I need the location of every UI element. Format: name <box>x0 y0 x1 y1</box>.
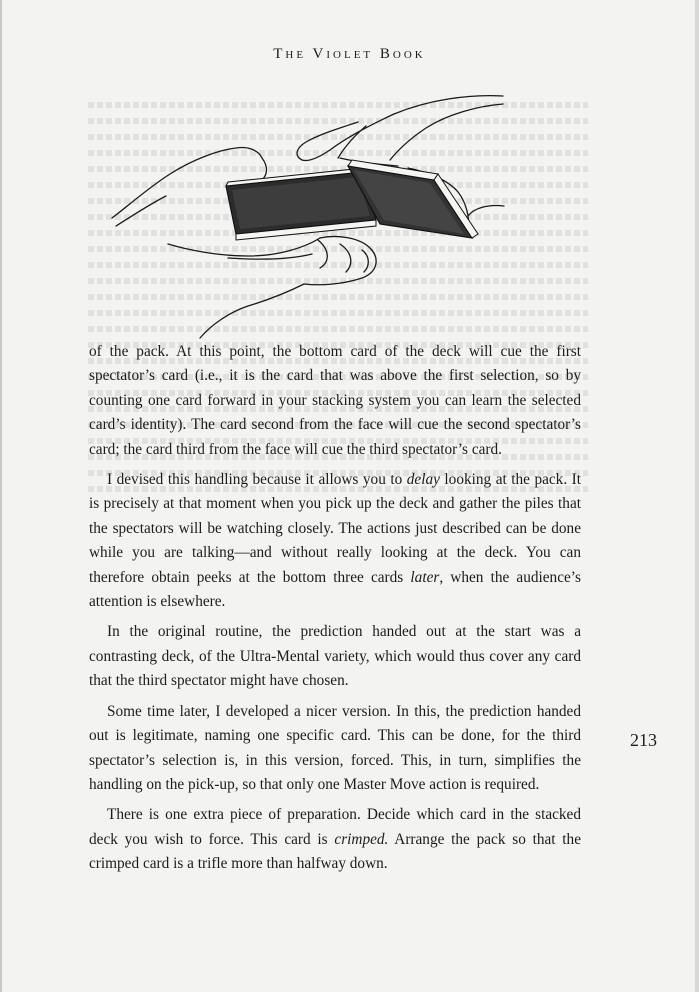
page-left-edge <box>0 0 2 992</box>
paragraph <box>89 620 581 693</box>
paragraph <box>89 468 581 614</box>
emphasis: delay <box>406 471 440 489</box>
paragraph-text: Some time later, I developed a nicer version. In this, the prediction handed out is legitimate, naming one specific card. This can be done, for the third spectator’s selection is, in this version, forced. This, in turn, simplifies the handling on the pick-up, so that only one Master Move action is required. <box>89 702 581 793</box>
running-head: The Violet Book <box>273 46 426 62</box>
paragraph-text: looking at the pack. It is precisely at that moment when you pick up the deck and gather the piles that the spectators will be watching closely. The actions just described can be done while you are talking—and without really looking at the deck. You can therefore obtain peeks at the bottom three cards <box>89 471 582 586</box>
paragraph <box>89 803 581 876</box>
paragraph <box>89 700 581 798</box>
page-right-edge <box>695 0 699 992</box>
paragraph-text: There is one extra piece of preparation. Decide which card in the stacked deck you wish to force. This card is <box>89 806 581 848</box>
deck-left-packet <box>226 168 376 240</box>
paragraph-text: I devised this handling because it allows you to <box>107 471 407 489</box>
page-number: 213 <box>630 730 657 750</box>
paragraph-text: In the original routine, the prediction handed out at the start was a contrasting deck, of the Ultra-Mental variety, which would thus cover any card that the third spectator might have chosen. <box>89 623 581 690</box>
paragraph-text: of the pack. At this point, the bottom card of the deck will cue the first spectator’s card (i.e., it is the card that was above the first selection, so by counting one card forward in your stacking system you can learn the selected card’s identity). The card second from the face will cue the second spectator’s card; the card third from the face will cue the third spectator’s card. <box>89 343 581 458</box>
emphasis: later <box>410 568 440 586</box>
paragraph <box>89 340 581 462</box>
paragraph-text: , when the audience’s attention is elsewhere. <box>89 568 581 611</box>
body-text <box>89 340 581 883</box>
paragraph-text: Arrange the pack so that the crimped card is a trifle more than halfway down. <box>89 830 581 873</box>
emphasis: crimped. <box>334 830 389 848</box>
hands-holding-deck-illustration <box>108 88 508 343</box>
